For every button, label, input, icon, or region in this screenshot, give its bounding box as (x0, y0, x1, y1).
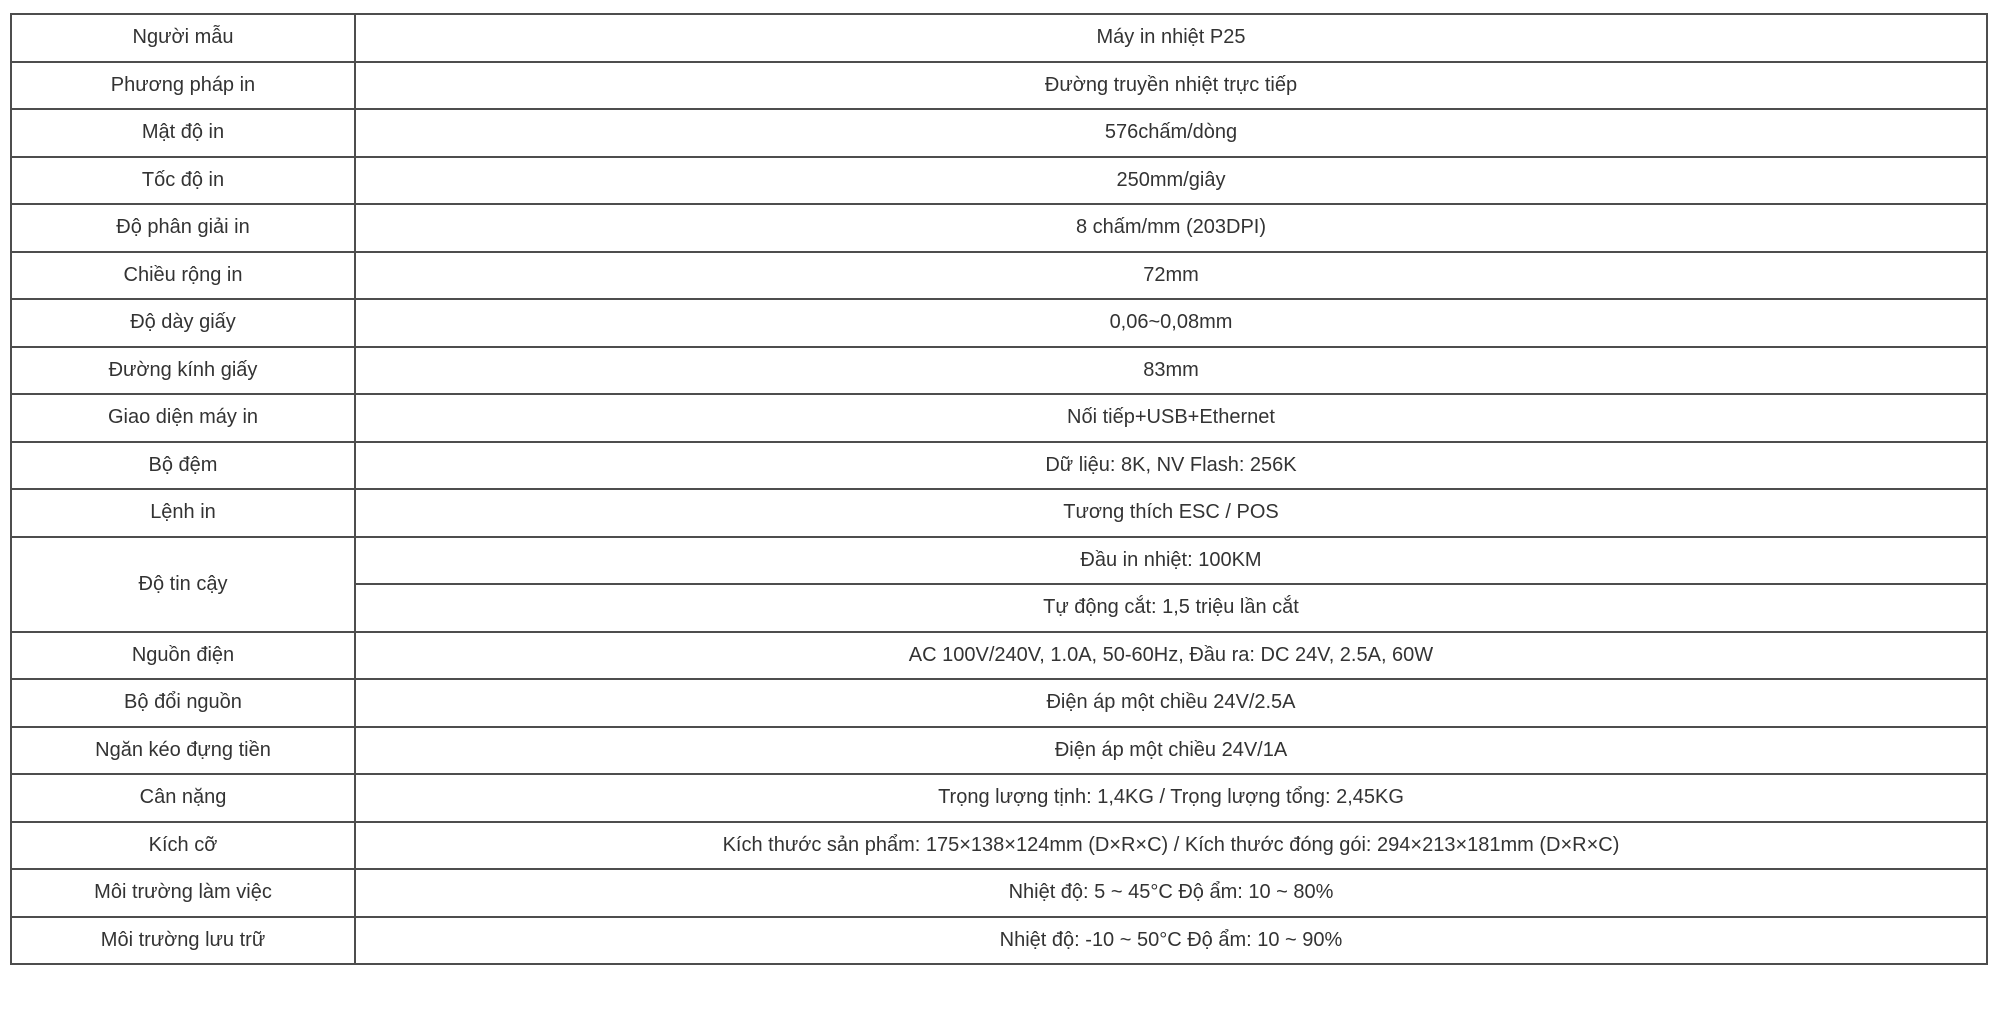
table-row (11, 157, 1987, 205)
spec-label: Độ tin cậy (11, 537, 355, 632)
spec-label: Cân nặng (11, 774, 355, 822)
spec-label: Ngăn kéo đựng tiền (11, 727, 355, 775)
spec-value: 0,06~0,08mm (355, 299, 1987, 347)
table-row (11, 347, 1987, 395)
spec-value: Nhiệt độ: -10 ~ 50°C Độ ẩm: 10 ~ 90% (355, 917, 1987, 965)
spec-label: Bộ đổi nguồn (11, 679, 355, 727)
spec-label: Giao diện máy in (11, 394, 355, 442)
spec-value: Kích thước sản phẩm: 175×138×124mm (D×R×C) / Kích thước đóng gói: 294×213×181mm (D×R×C) (355, 822, 1987, 870)
spec-value: 72mm (355, 252, 1987, 300)
table-row (11, 727, 1987, 775)
spec-label: Nguồn điện (11, 632, 355, 680)
spec-value: Đầu in nhiệt: 100KM (355, 537, 1987, 585)
spec-label: Độ phân giải in (11, 204, 355, 252)
spec-value: Tương thích ESC / POS (355, 489, 1987, 537)
table-row (11, 537, 1987, 585)
table-row (11, 252, 1987, 300)
table-row (11, 822, 1987, 870)
spec-value: Tự động cắt: 1,5 triệu lần cắt (355, 584, 1987, 632)
table-row (11, 394, 1987, 442)
spec-value: Nhiệt độ: 5 ~ 45°C Độ ẩm: 10 ~ 80% (355, 869, 1987, 917)
spec-label: Bộ đệm (11, 442, 355, 490)
table-row (11, 442, 1987, 490)
table-row (11, 774, 1987, 822)
spec-label: Phương pháp in (11, 62, 355, 110)
spec-label: Người mẫu (11, 14, 355, 62)
spec-label: Kích cỡ (11, 822, 355, 870)
spec-value: Máy in nhiệt P25 (355, 14, 1987, 62)
spec-label: Đường kính giấy (11, 347, 355, 395)
spec-value: 83mm (355, 347, 1987, 395)
spec-value: 576chấm/dòng (355, 109, 1987, 157)
table-row (11, 62, 1987, 110)
spec-value: Trọng lượng tịnh: 1,4KG / Trọng lượng tổng: 2,45KG (355, 774, 1987, 822)
spec-value: 8 chấm/mm (203DPI) (355, 204, 1987, 252)
spec-label: Mật độ in (11, 109, 355, 157)
spec-value: Nối tiếp+USB+Ethernet (355, 394, 1987, 442)
spec-label: Chiều rộng in (11, 252, 355, 300)
table-row (11, 679, 1987, 727)
table-row (11, 109, 1987, 157)
printer-spec-table (10, 13, 1988, 965)
table-row (11, 204, 1987, 252)
table-row (11, 632, 1987, 680)
spec-label: Môi trường làm việc (11, 869, 355, 917)
spec-value: AC 100V/240V, 1.0A, 50-60Hz, Đầu ra: DC 24V, 2.5A, 60W (355, 632, 1987, 680)
table-row (11, 489, 1987, 537)
spec-value: 250mm/giây (355, 157, 1987, 205)
spec-label: Lệnh in (11, 489, 355, 537)
spec-label: Môi trường lưu trữ (11, 917, 355, 965)
table-row (11, 14, 1987, 62)
table-row (11, 299, 1987, 347)
spec-value: Đường truyền nhiệt trực tiếp (355, 62, 1987, 110)
spec-label: Tốc độ in (11, 157, 355, 205)
spec-value: Điện áp một chiều 24V/2.5A (355, 679, 1987, 727)
spec-value: Điện áp một chiều 24V/1A (355, 727, 1987, 775)
table-row (11, 917, 1987, 965)
spec-value: Dữ liệu: 8K, NV Flash: 256K (355, 442, 1987, 490)
spec-label: Độ dày giấy (11, 299, 355, 347)
table-row (11, 869, 1987, 917)
